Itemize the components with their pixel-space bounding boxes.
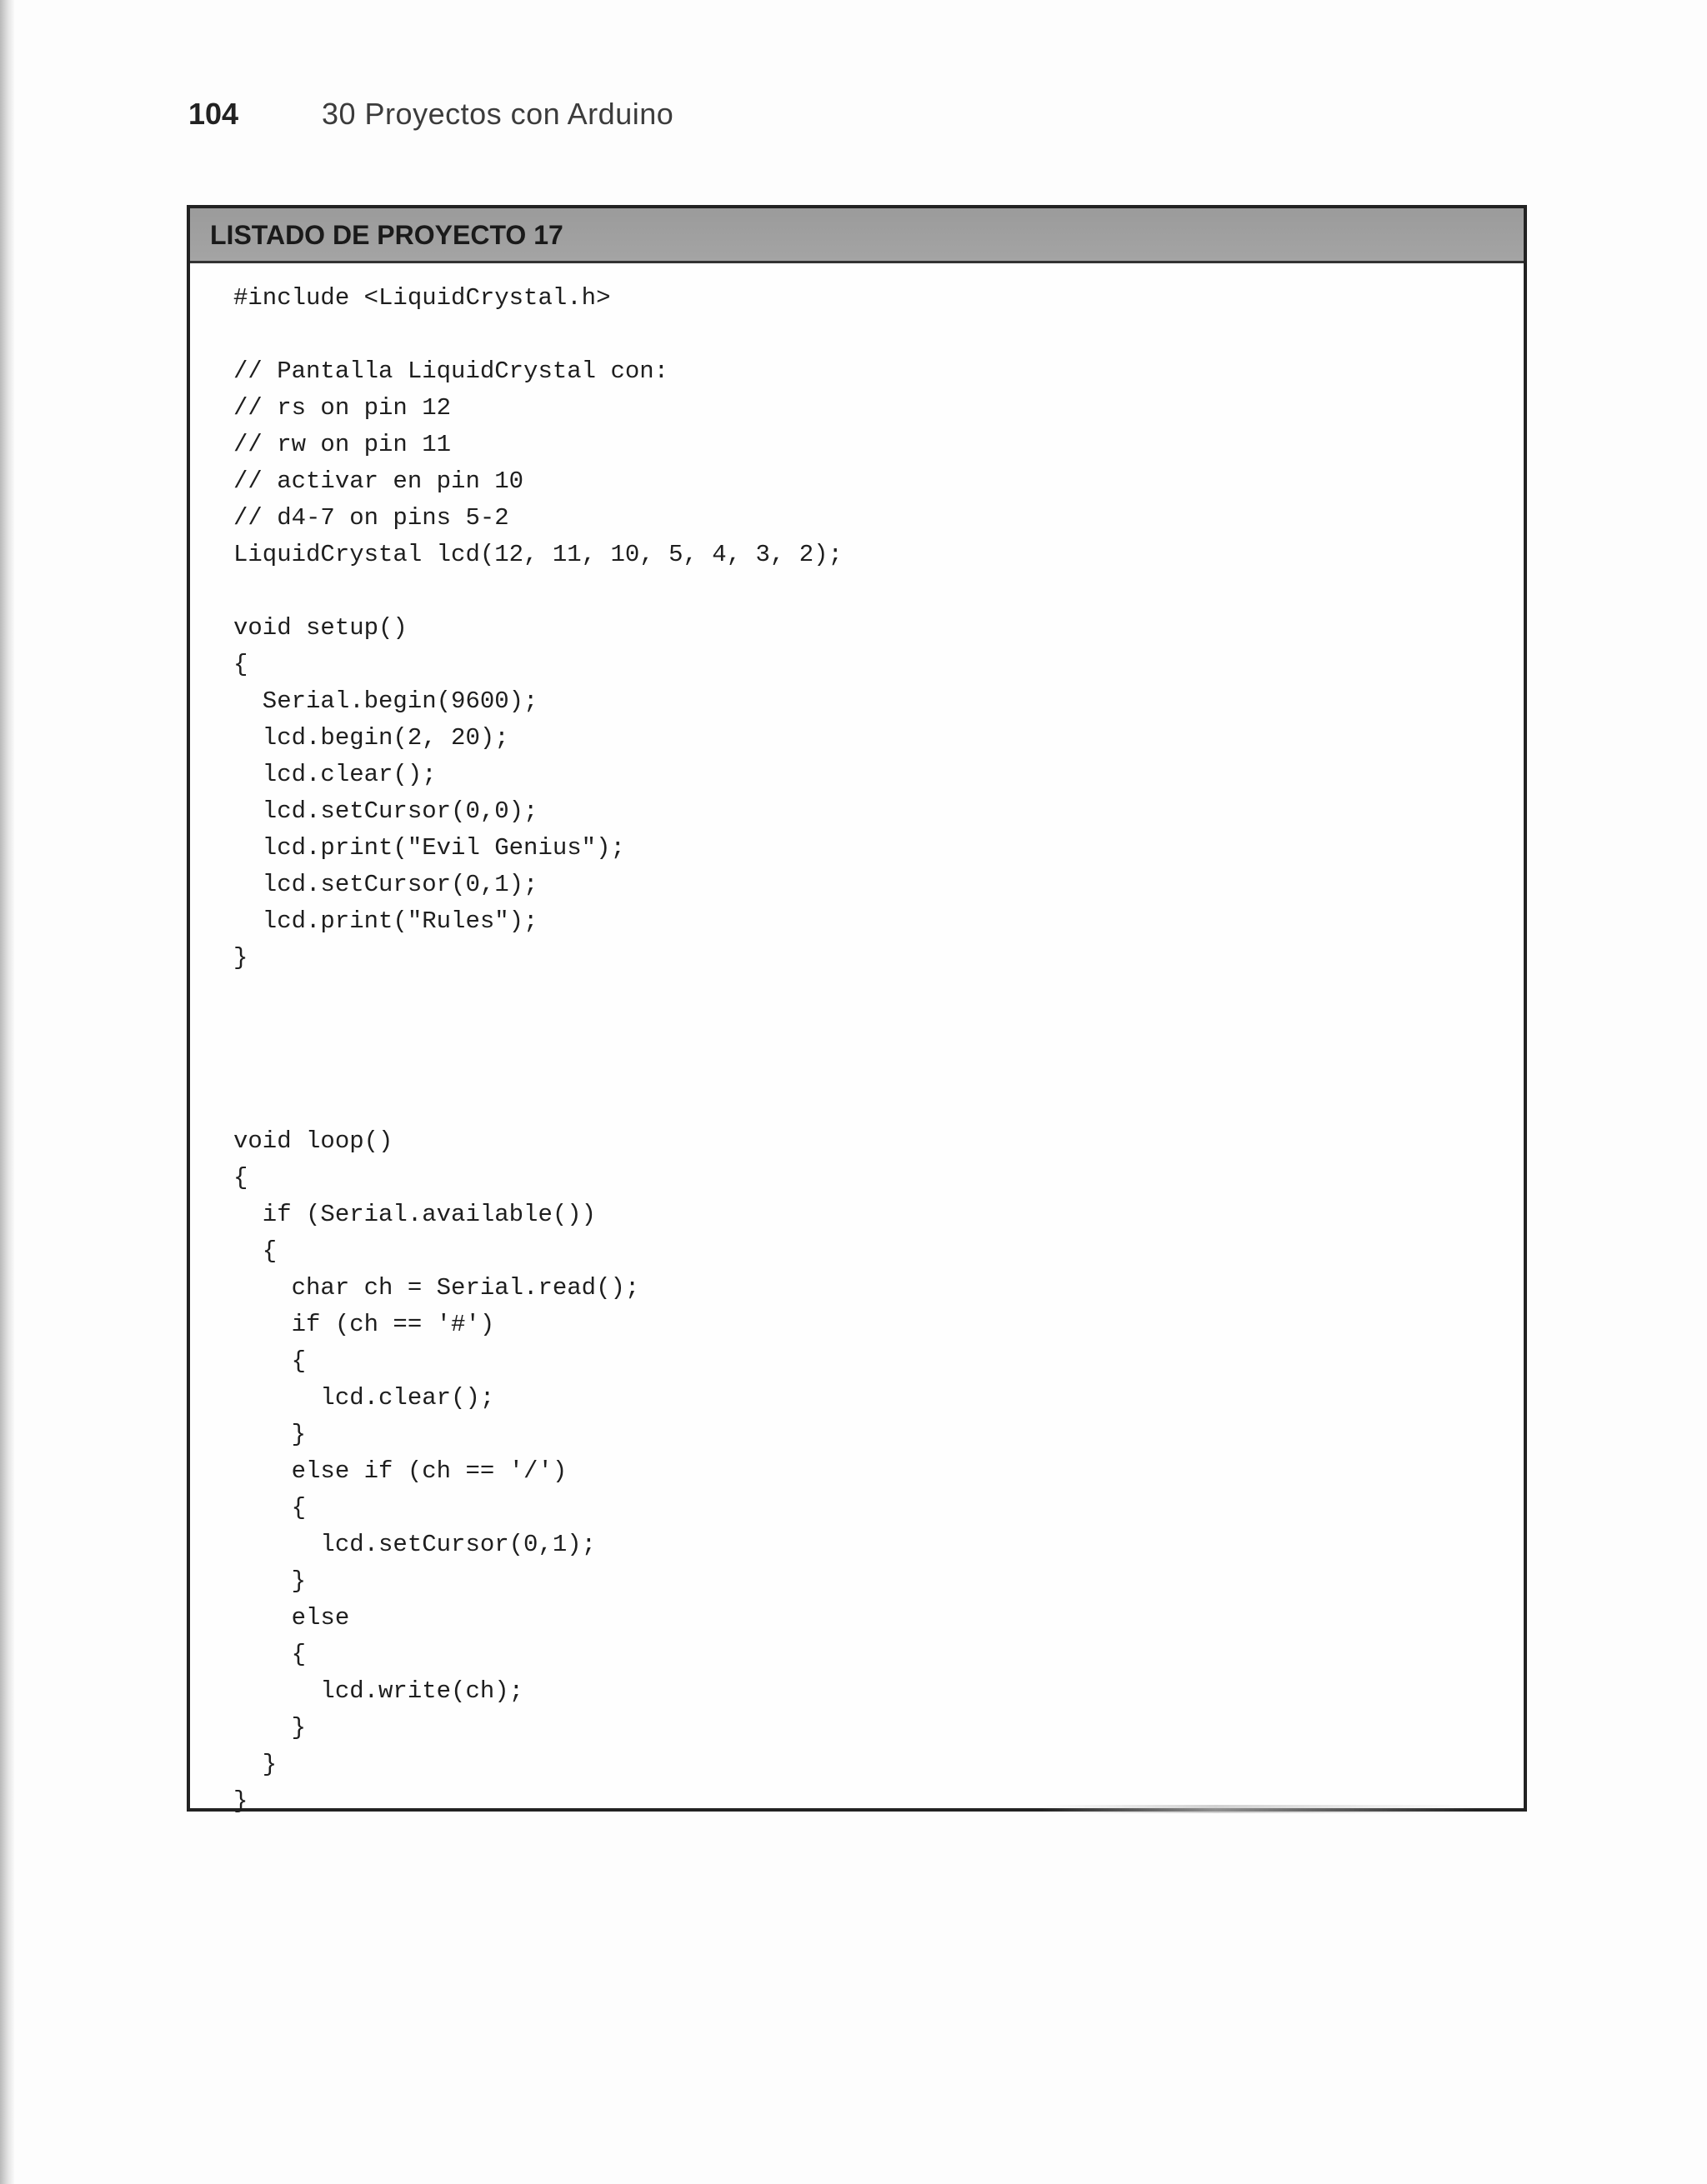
code-line: lcd.setCursor(0,0);: [233, 797, 538, 825]
code-line: {: [233, 651, 248, 678]
code-block: [233, 280, 843, 1820]
code-line: lcd.write(ch);: [233, 1677, 524, 1705]
code-line: else: [233, 1604, 350, 1632]
code-line: }: [233, 1714, 307, 1742]
code-line: void setup(): [233, 614, 408, 642]
code-line: {: [233, 1237, 278, 1265]
code-line: char ch = Serial.read();: [233, 1274, 640, 1302]
code-line: lcd.print("Evil Genius");: [233, 834, 625, 862]
code-line: [233, 1013, 843, 1050]
code-line: // rs on pin 12: [233, 394, 452, 422]
code-line: lcd.print("Rules");: [233, 907, 538, 935]
code-line: [233, 1087, 843, 1123]
code-line: if (ch == '#'): [233, 1311, 495, 1338]
code-line: }: [233, 1751, 278, 1778]
scan-shadow: [1042, 1805, 1475, 1813]
code-line: LiquidCrystal lcd(12, 11, 10, 5, 4, 3, 2);: [233, 541, 843, 568]
listing-header-bar: [190, 208, 1524, 263]
code-line: }: [233, 1567, 307, 1595]
code-line: else if (ch == '/'): [233, 1457, 568, 1485]
code-line: #include <LiquidCrystal.h>: [233, 284, 611, 312]
code-line: void loop(): [233, 1127, 393, 1155]
code-line: {: [233, 1641, 307, 1668]
code-line: }: [233, 1787, 248, 1815]
code-listing-box: [187, 205, 1527, 1815]
code-line: {: [233, 1494, 307, 1522]
code-line: Serial.begin(9600);: [233, 687, 538, 715]
running-title: 30 Proyectos con Arduino: [322, 97, 674, 131]
code-line: }: [233, 944, 248, 972]
code-line: [233, 977, 843, 1013]
code-line: // Pantalla LiquidCrystal con:: [233, 357, 669, 385]
code-line: lcd.setCursor(0,1);: [233, 1531, 597, 1558]
code-line: // activar en pin 10: [233, 467, 524, 495]
code-line: {: [233, 1164, 248, 1192]
code-line: [233, 573, 843, 610]
code-line: if (Serial.available()): [233, 1201, 597, 1228]
code-line: lcd.setCursor(0,1);: [233, 871, 538, 898]
code-line: // d4-7 on pins 5-2: [233, 504, 509, 532]
code-line: lcd.clear();: [233, 1384, 495, 1412]
code-line: {: [233, 1347, 307, 1375]
listing-title: LISTADO DE PROYECTO 17: [210, 220, 563, 250]
code-line: lcd.begin(2, 20);: [233, 724, 509, 752]
code-line: // rw on pin 11: [233, 431, 452, 458]
code-line: [233, 317, 843, 353]
code-line: lcd.clear();: [233, 761, 437, 788]
code-line: }: [233, 1421, 307, 1448]
code-line: [233, 1050, 843, 1087]
page-binding-edge: [0, 0, 15, 2184]
page-number: 104: [188, 97, 239, 131]
